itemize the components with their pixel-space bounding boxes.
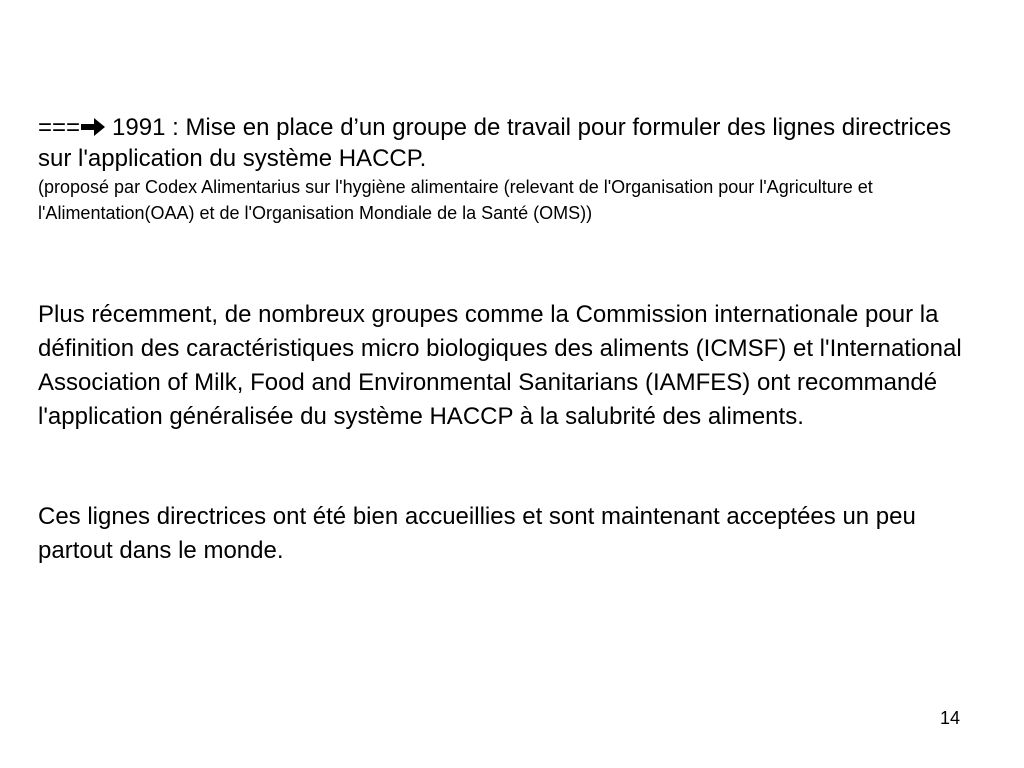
equals-prefix: === — [38, 114, 81, 141]
acceptance-paragraph: Ces lignes directrices ont été bien accueillies et sont maintenant acceptées un peu partout dans le monde. — [38, 503, 916, 564]
arrow-prefix — [38, 114, 112, 141]
bold-right-arrow-icon — [80, 117, 106, 137]
history-paragraph — [38, 112, 988, 226]
history-note: (proposé par Codex Alimentarius sur l'hygiène alimentaire (relevant de l'Organisation pour l'Agriculture et l'Alimentation(OAA) et de l'Organisation Mondiale de la Santé (OMS)) — [38, 177, 873, 223]
page-number: 14 — [940, 708, 961, 728]
recent-groups-paragraph: Plus récemment, de nombreux groupes comme la Commission internationale pour la définition des caractéristiques micro biologiques des aliments (ICMSF) et l'International Association of Milk, Food and Environmental Sanitarians (IAMFES) ont recommandé l'application généralisée du système HACCP à la salubrité des aliments. — [38, 301, 962, 430]
slide-content — [38, 112, 988, 568]
history-main-text: 1991 : Mise en place d’un groupe de travail pour formuler des lignes directrices sur l'application du système HACCP. — [38, 114, 952, 172]
